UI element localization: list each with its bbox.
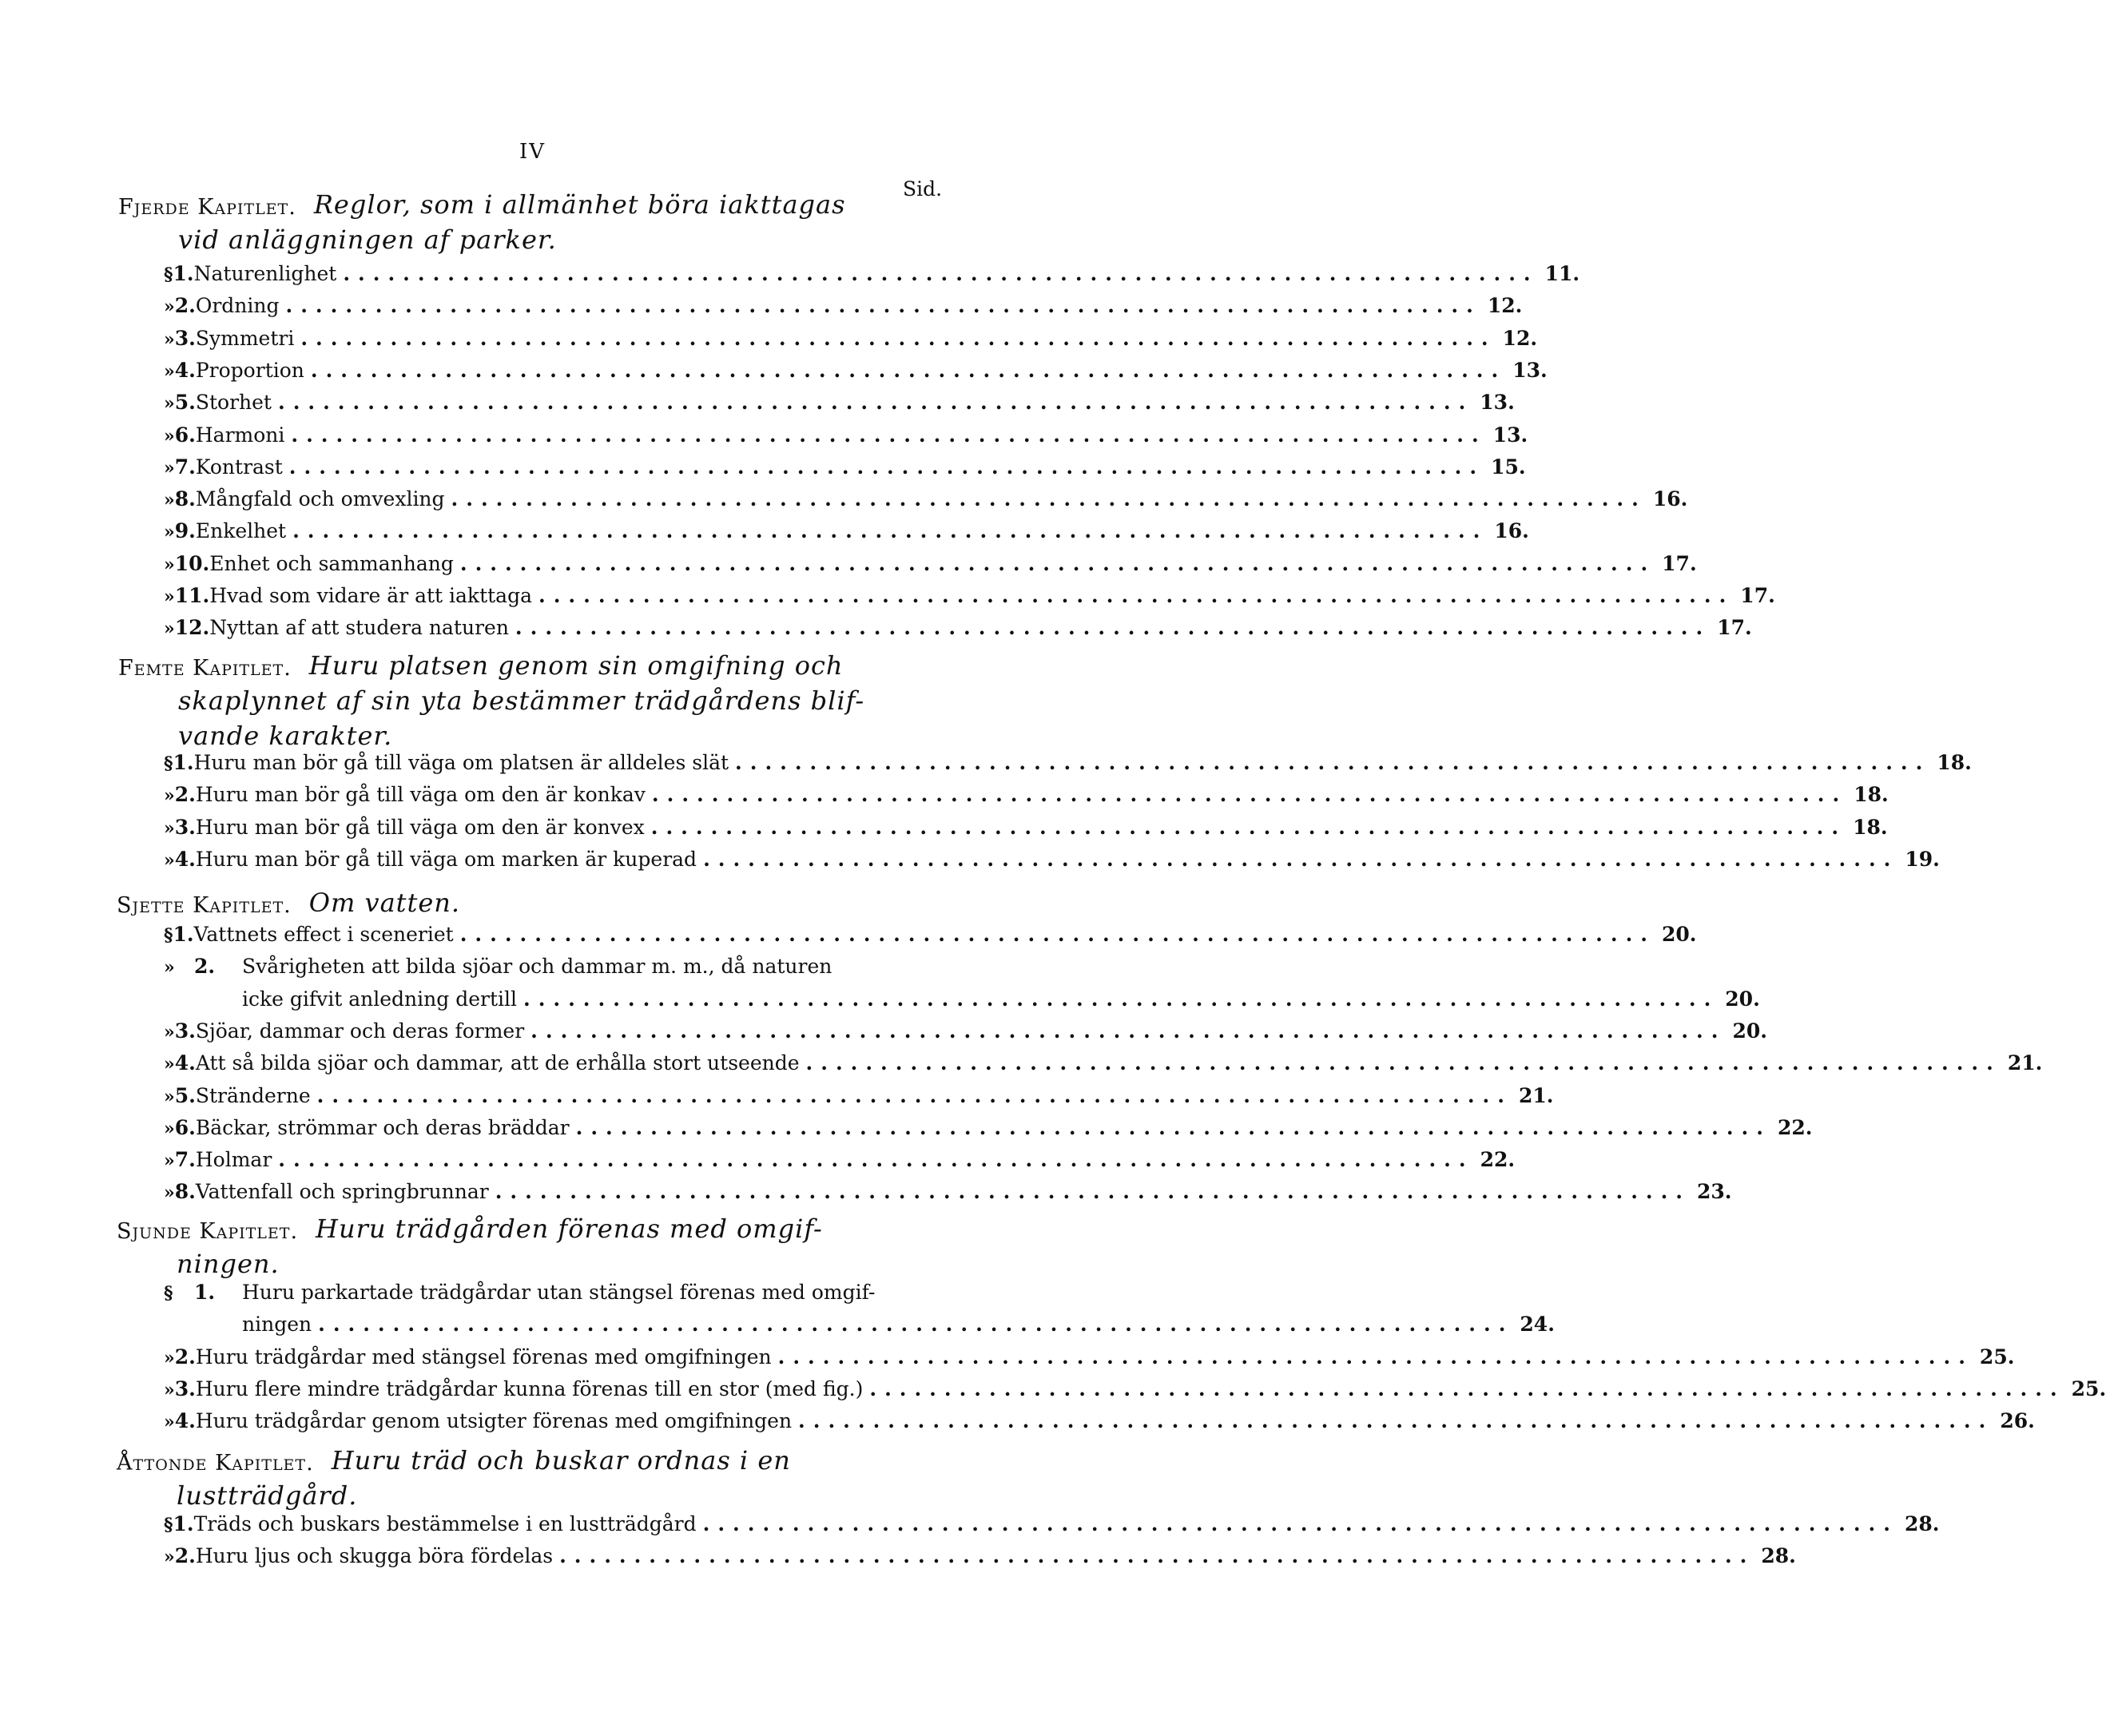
toc-entry[interactable] [164, 1015, 1767, 1047]
entry-page-number: 17. [1740, 584, 1775, 607]
entry-mark: » [164, 1347, 175, 1369]
entry-mark: § [164, 1283, 173, 1304]
entry-mark: » [164, 1118, 175, 1139]
entry-page-number: 17. [1717, 616, 1752, 640]
leader-dots: ................................................................................ [343, 262, 1539, 285]
entry-mark: » [164, 849, 175, 871]
entry-title: Huru man bör gå till väga om den är konvex [195, 815, 645, 839]
chapter-number-label: Sjunde Kapitlet. [117, 1219, 299, 1244]
entry-mark: § [164, 925, 173, 946]
toc-entry[interactable] [164, 355, 1548, 387]
toc-entry[interactable] [164, 580, 1775, 612]
entry-title: Enhet och sammanhang [209, 551, 454, 575]
entry-title: Storhet [195, 391, 272, 415]
chapter-title-text: Huru trädgården förenas med omgif- [316, 1214, 823, 1244]
entry-number: 1. [173, 1512, 194, 1535]
entry-page-number: 22. [1480, 1148, 1516, 1172]
entry-page-number: 18. [1854, 783, 1889, 807]
leader-dots: ................................................................................ [651, 783, 1848, 807]
entry-number: 2. [174, 783, 196, 807]
chapter-number-label: Fjerde Kapitlet. [118, 195, 296, 220]
toc-entry[interactable] [164, 548, 1697, 580]
entry-number: 4. [174, 1051, 196, 1075]
entry-number: 3. [174, 1376, 196, 1400]
entry-title: Svårigheten att bilda sjöar och dammar m. m., då naturen [242, 955, 832, 979]
leader-dots: ................................................................................ [523, 987, 1719, 1011]
entry-mark: » [164, 425, 175, 447]
entry-page-number: 13. [1492, 423, 1528, 447]
leader-dots: ................................................................................ [277, 391, 1474, 415]
toc-entry[interactable] [164, 844, 1940, 876]
toc-entry[interactable] [164, 1112, 1813, 1144]
entry-page-number: 20. [1725, 987, 1760, 1011]
entry-title: Naturenlighet [193, 262, 337, 285]
leader-dots: ................................................................................ [316, 1083, 1512, 1107]
entry-number: 6. [174, 423, 196, 447]
entry-page-number: 23. [1697, 1180, 1732, 1204]
chapter-heading [118, 190, 296, 225]
toc-entry[interactable] [164, 323, 1538, 355]
entry-mark: » [164, 586, 175, 607]
chapter-title-line [316, 1211, 823, 1249]
toc-entry[interactable] [164, 387, 1515, 419]
entry-page-number: 13. [1480, 391, 1515, 415]
leader-dots: ................................................................................ [703, 847, 1899, 871]
leader-dots: ................................................................................ [300, 326, 1496, 350]
entry-mark: » [164, 785, 175, 807]
entry-mark: » [164, 328, 175, 350]
entry-title: Huru man bör gå till väga om den är konkav [195, 783, 646, 807]
leader-dots: ................................................................................ [515, 616, 1711, 640]
entry-page-number: 18. [1937, 751, 1972, 774]
toc-entry-continuation [242, 1309, 1555, 1341]
leader-dots: ................................................................................ [495, 1180, 1691, 1204]
entry-number: 2. [194, 955, 216, 979]
toc-entry[interactable] [164, 419, 1528, 451]
entry-mark: § [164, 753, 173, 774]
entry-page-number: 12. [1502, 326, 1538, 350]
entry-title: Mångfald och omvexling [195, 487, 445, 511]
toc-entry[interactable] [164, 1047, 2043, 1079]
leader-dots: ................................................................................ [288, 455, 1485, 479]
entry-mark: » [164, 490, 175, 511]
entry-mark: » [164, 522, 175, 543]
entry-number: 5. [174, 391, 196, 415]
leader-dots: ................................................................................ [451, 487, 1647, 511]
entry-mark: » [164, 1086, 175, 1107]
chapter-title-text: Om vatten. [308, 888, 461, 918]
chapter-title-text: Reglor, som i allmänhet böra iakttagas [313, 189, 846, 220]
entry-title: Harmoni [195, 423, 285, 447]
entry-number: 12. [174, 616, 210, 640]
entry-title: Symmetri [195, 326, 295, 350]
entry-page-number: 25. [2071, 1376, 2106, 1400]
entry-mark: » [164, 1182, 175, 1204]
chapter-title-text: lustträdgård. [177, 1480, 358, 1511]
entry-number: 2. [174, 1544, 196, 1568]
entry-mark: » [164, 1054, 175, 1075]
entry-number: 1. [173, 262, 194, 285]
entry-mark: » [164, 957, 175, 979]
leader-dots: ................................................................................ [459, 551, 1656, 575]
entry-page-number: 16. [1494, 519, 1529, 543]
leader-dots: ................................................................................ [798, 1409, 1994, 1433]
entry-title: Huru ljus och skugga böra fördelas [195, 1544, 554, 1568]
chapter-title-text: ningen. [177, 1249, 280, 1279]
leader-dots: ................................................................................ [459, 923, 1655, 946]
chapter-title-text: skaplynnet af sin yta bestämmer trädgårdens blif- [178, 685, 865, 716]
entry-number: 6. [174, 1115, 196, 1139]
entry-page-number: 24. [1520, 1313, 1555, 1337]
entry-page-number: 28. [1904, 1512, 1940, 1535]
toc-entry[interactable] [164, 779, 1889, 811]
entry-mark: » [164, 360, 175, 382]
leader-dots: ................................................................................ [291, 423, 1487, 447]
chapter-title-line [314, 187, 846, 224]
toc-entry[interactable] [164, 515, 1529, 547]
entry-title: Nyttan af att studera naturen [209, 616, 509, 640]
toc-entry[interactable] [164, 1144, 1516, 1176]
entry-title: Enkelhet [195, 519, 287, 543]
chapter-title-line [178, 683, 864, 721]
leader-dots: ................................................................................ [805, 1051, 2001, 1075]
chapter-title-text: Huru träd och buskar ordnas i en [331, 1445, 791, 1476]
leader-dots: ................................................................................ [869, 1376, 2065, 1400]
chapter-number-label: Sjette Kapitlet. [117, 893, 292, 918]
leader-dots: ................................................................................ [650, 815, 1847, 839]
entry-mark: » [164, 1379, 175, 1400]
chapter-title-line [309, 648, 844, 685]
entry-title: Kontrast [195, 455, 283, 479]
entry-number: 7. [174, 455, 196, 479]
leader-dots: ................................................................................ [575, 1115, 1771, 1139]
entry-number: 4. [174, 1409, 196, 1433]
chapter-heading [117, 1214, 298, 1249]
entry-page-number: 18. [1853, 815, 1888, 839]
entry-title: Huru parkartade trädgårdar utan stängsel förenas med omgif- [242, 1281, 876, 1304]
entry-number: 3. [174, 1019, 196, 1043]
entry-page-number: 28. [1761, 1544, 1796, 1568]
toc-entry[interactable] [164, 1373, 2106, 1405]
toc-entry[interactable] [164, 812, 1888, 844]
entry-page-number: 16. [1652, 487, 1688, 511]
page-numeral: IV [519, 140, 546, 164]
entry-number: 7. [174, 1148, 196, 1172]
chapter-title-line [309, 885, 460, 923]
entry-title: Träds och buskars bestämmelse i en lustträdgård [193, 1512, 697, 1535]
toc-entry[interactable] [164, 1341, 2015, 1373]
chapter-title-line [332, 1443, 791, 1480]
entry-page-number: 17. [1662, 551, 1697, 575]
toc-entry[interactable] [164, 1405, 2035, 1437]
entry-page-number: 22. [1777, 1115, 1813, 1139]
entry-number: 5. [174, 1083, 196, 1107]
leader-dots: ................................................................................ [702, 1512, 1898, 1535]
entry-page-number: 15. [1491, 455, 1526, 479]
entry-number: 4. [174, 847, 196, 871]
entry-number: 11. [174, 584, 210, 607]
chapter-title-text: Huru platsen genom sin omgifning och [308, 650, 844, 681]
chapter-title-text: vid anläggningen af parker. [178, 224, 557, 255]
entry-page-number: 11. [1544, 262, 1580, 285]
leader-dots: ................................................................................ [278, 1148, 1474, 1172]
entry-title: Bäckar, strömmar och deras bräddar [195, 1115, 570, 1139]
entry-title: Holmar [195, 1148, 272, 1172]
entry-mark: » [164, 618, 175, 640]
entry-number: 1. [173, 751, 194, 774]
entry-page-number: 12. [1487, 294, 1523, 318]
chapter-number-label: Åttonde Kapitlet. [117, 1451, 314, 1476]
chapter-heading [118, 651, 292, 686]
toc-entry[interactable] [164, 1277, 939, 1309]
toc-entry[interactable] [164, 747, 1972, 779]
toc-entry[interactable] [164, 1540, 1796, 1572]
chapter-number-label: Femte Kapitlet. [118, 656, 292, 681]
entry-number: 2. [174, 294, 196, 318]
entry-number: 1. [173, 923, 194, 946]
entry-page-number: 20. [1732, 1019, 1767, 1043]
entry-title: Proportion [195, 358, 304, 382]
entry-page-number: 19. [1905, 847, 1940, 871]
entry-title: Ordning [195, 294, 280, 318]
entry-title: Vattenfall och springbrunnar [195, 1180, 489, 1204]
entry-mark: » [164, 1547, 175, 1568]
entry-page-number: 21. [2007, 1051, 2043, 1075]
toc-entry[interactable] [164, 483, 1688, 515]
toc-entry[interactable] [164, 951, 939, 983]
entry-number: 9. [174, 519, 196, 543]
entry-number: 10. [174, 551, 210, 575]
entry-title: Sjöar, dammar och deras former [195, 1019, 525, 1043]
entry-mark: » [164, 1412, 175, 1433]
leader-dots: ................................................................................ [318, 1313, 1514, 1337]
leader-dots: ................................................................................ [777, 1345, 1973, 1369]
leader-dots: ................................................................................ [559, 1544, 1755, 1568]
entry-page-number: 20. [1662, 923, 1697, 946]
toc-entry[interactable] [164, 1080, 1554, 1112]
toc-entry[interactable] [164, 1508, 1940, 1540]
toc-entry[interactable] [164, 1176, 1732, 1208]
entry-title: Hvad som vidare är att iakttaga [209, 584, 532, 607]
entry-mark: » [164, 296, 175, 318]
sid-label: Sid. [903, 177, 943, 201]
entry-number: 3. [174, 326, 196, 350]
entry-mark: § [164, 1515, 173, 1535]
leader-dots: ................................................................................ [310, 358, 1507, 382]
entry-mark: » [164, 393, 175, 415]
entry-mark: § [164, 264, 173, 285]
chapter-title-line [178, 222, 557, 260]
chapter-heading [117, 1446, 314, 1481]
entry-number: 8. [174, 1180, 196, 1204]
entry-mark: » [164, 457, 175, 479]
entry-title: Huru trädgårdar med stängsel förenas med omgifningen [195, 1345, 772, 1369]
toc-entry[interactable] [164, 451, 1526, 483]
leader-dots: ................................................................................ [285, 294, 1481, 318]
leader-dots: ................................................................................ [292, 519, 1488, 543]
leader-dots: ................................................................................ [530, 1019, 1727, 1043]
entry-title-continuation: ningen [242, 1313, 312, 1337]
chapter-title-text: vande karakter. [178, 721, 393, 751]
toc-entry[interactable] [164, 290, 1523, 322]
toc-entry[interactable] [164, 612, 1752, 644]
entry-mark: » [164, 1150, 175, 1172]
entry-number: 1. [194, 1281, 216, 1304]
entry-title: Vattnets effect i sceneriet [193, 923, 454, 946]
leader-dots: ................................................................................ [735, 751, 1931, 774]
entry-mark: » [164, 554, 175, 575]
entry-title: Att så bilda sjöar och dammar, att de erhålla stort utseende [195, 1051, 800, 1075]
entry-title: Huru trädgårdar genom utsigter förenas med omgifningen [195, 1409, 793, 1433]
entry-title-continuation: icke gifvit anledning dertill [242, 987, 517, 1011]
entry-page-number: 13. [1512, 358, 1548, 382]
entry-number: 2. [174, 1345, 196, 1369]
entry-page-number: 26. [2000, 1409, 2035, 1433]
entry-page-number: 21. [1518, 1083, 1554, 1107]
entry-number: 3. [174, 815, 196, 839]
entry-number: 8. [174, 487, 196, 511]
entry-mark: » [164, 1021, 175, 1043]
entry-mark: » [164, 817, 175, 839]
entry-number: 4. [174, 358, 196, 382]
entry-title: Stränderne [195, 1083, 311, 1107]
entry-title: Huru man bör gå till väga om platsen är alldeles slät [193, 751, 729, 774]
toc-entry[interactable] [164, 258, 1580, 290]
entry-title: Huru flere mindre trädgårdar kunna förenas till en stor (med fig.) [195, 1376, 864, 1400]
entry-page-number: 25. [1979, 1345, 2015, 1369]
toc-entry-continuation [242, 983, 1760, 1015]
leader-dots: ................................................................................ [538, 584, 1734, 607]
entry-title: Huru man bör gå till väga om marken är kuperad [195, 847, 697, 871]
toc-entry[interactable] [164, 919, 1697, 951]
